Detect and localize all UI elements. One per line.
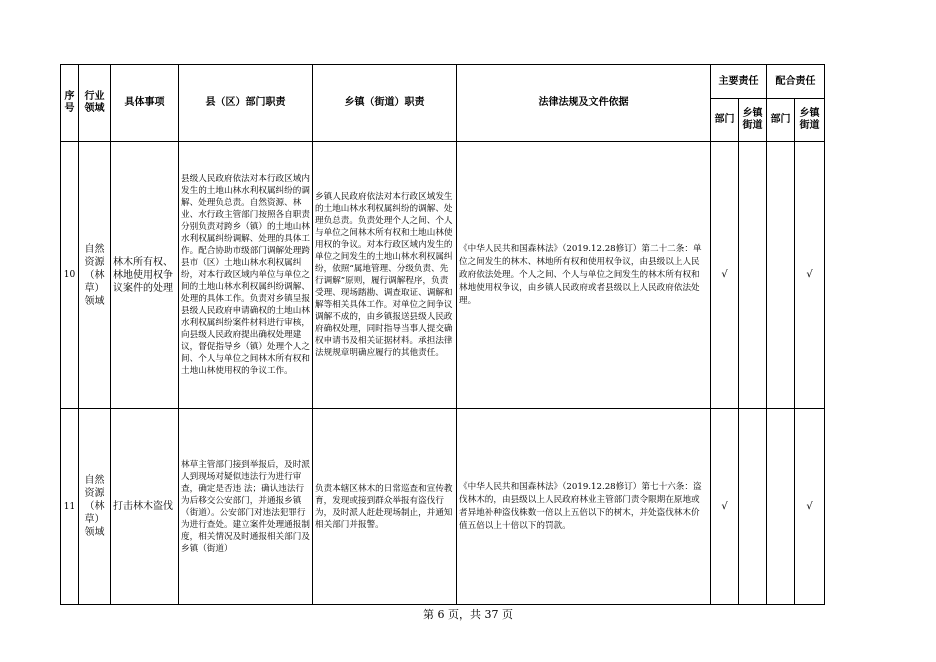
- row-main-town-check: [739, 409, 767, 605]
- row-main-dept-check: √: [711, 409, 739, 605]
- header-coop-resp: 配合责任: [767, 65, 825, 99]
- row-law: 《中华人民共和国森林法》（2019.12.28修订）第七十六条：盗伐林木的，由县级以上人民政府林业主管部门责令限期在原地或者异地补种盗伐株数一倍以上五倍以下的树木，并处盗伐林木价值五倍以上十倍以下的罚款。: [457, 409, 711, 605]
- header-main-resp: 主要责任: [711, 65, 767, 99]
- header-seq: 序号: [61, 65, 79, 142]
- row-industry: 自然资源（林草）领域: [79, 409, 111, 605]
- header-row-1: [61, 65, 825, 99]
- header-industry: 行业领域: [79, 65, 111, 142]
- row-law: 《中华人民共和国森林法》（2019.12.28修订）第二十二条：单位之间发生的林木、林地所有权和使用权争议，由县级以上人民政府依法处理。个人之间、个人与单位之间发生的林木所有权和林地使用权争议，由乡镇人民政府或者县级以上人民政府依法处理。: [457, 142, 711, 409]
- row-county-duty: 县级人民政府依法对本行政区域内发生的土地山林水利权属纠纷的调解、处理负总责。自然资源、林业、水行政主管部门按照各自职责分别负责对跨乡（镇）的土地山林水利权属纠纷调解、处理的具体工作。配合协助市级部门调解处理跨县市（区）土地山林水利权属纠纷，对本行政区域内单位与单位之间的土地山林水利权属纠纷调解、处理的具体工作。负责对乡镇呈报县级人民政府申请确权的土地山林水利权属纠纷案件材料进行审核，向县级人民政府提出确权处理建议，督促指导乡（镇）处理个人之间、个人与单位之间林木所有权和土地山林使用权的争议工作。: [179, 142, 313, 409]
- row-coop-town-check: √: [795, 142, 825, 409]
- responsibility-table: [60, 64, 825, 605]
- row-industry: 自然资源（林草）领域: [79, 142, 111, 409]
- header-township: 乡镇（街道）职责: [313, 65, 457, 142]
- table-row: [61, 409, 825, 605]
- row-seq: 11: [61, 409, 79, 605]
- header-main-dept: 部门: [711, 99, 739, 142]
- row-item: 林木所有权、林地使用权争议案件的处理: [111, 142, 179, 409]
- row-township-duty: 乡镇人民政府依法对本行政区域发生的土地山林水利权属纠纷的调解、处理负总责。负责处理个人之间、个人与单位之间林木所有权和土地山林使用权的争议。对本行政区域内发生的单位之间发生的土地山林水利权属纠纷，依照“属地管理、分级负责、先行调解”原则，履行调解程序，负责受理、现场踏勘、调查取证、调解和解等相关具体工作。对单位之间争议调解不成的，由乡镇报送县级人民政府确权处理，同时指导当事人提交确权申请书及相关证据材料。承担法律法规规章明确应履行的其他责任。: [313, 142, 457, 409]
- header-coop-town: 乡镇街道: [795, 99, 825, 142]
- row-coop-dept-check: [767, 409, 795, 605]
- header-main-town: 乡镇街道: [739, 99, 767, 142]
- header-item: 具体事项: [111, 65, 179, 142]
- header-law: 法律法规及文件依据: [457, 65, 711, 142]
- row-coop-dept-check: [767, 142, 795, 409]
- row-coop-town-check: √: [795, 409, 825, 605]
- table-row: [61, 142, 825, 409]
- header-county: 县（区）部门职责: [179, 65, 313, 142]
- row-main-town-check: [739, 142, 767, 409]
- header-coop-dept: 部门: [767, 99, 795, 142]
- row-township-duty: 负责本辖区林木的日常巡查和宣传教育，发现或接到群众举报有盗伐行为，及时派人赶赴现场制止，并通知相关部门并报警。: [313, 409, 457, 605]
- page-number: 第 6 页，共 37 页: [423, 608, 513, 621]
- row-item: 打击林木盗伐: [111, 409, 179, 605]
- row-seq: 10: [61, 142, 79, 409]
- row-county-duty: 林草主管部门接到举报后，及时派人到现场对疑似违法行为进行审查，确定是否违 法；确认违法行为后移交公安部门，并通报乡镇（街道）。公安部门对违法犯罪行 为进行查处。建立案件处理通报制度，相关情况及时通报相关部门及乡镇（街道）: [179, 409, 313, 605]
- row-main-dept-check: √: [711, 142, 739, 409]
